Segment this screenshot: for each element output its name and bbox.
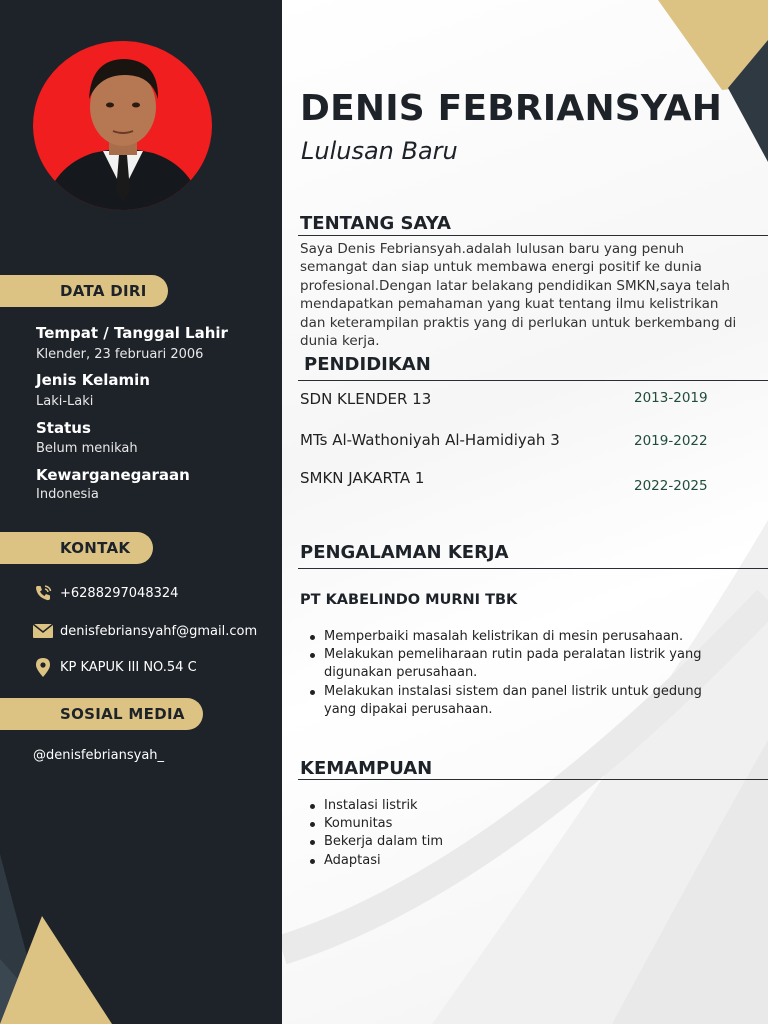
education-years: 2019-2022 [634,433,708,449]
sidebar [0,0,282,1024]
list-item: Memperbaiki masalah kelistrikan di mesin perusahaan. [324,628,724,646]
phone-number[interactable]: +6288297048324 [60,585,179,601]
list-item: Bekerja dalam tim [324,833,624,851]
education-heading: PENDIDIKAN [304,354,431,375]
education-years: 2013-2019 [634,390,708,406]
address-text: KP KAPUK III NO.54 C [60,659,197,675]
gender-label: Jenis Kelamin [36,371,150,389]
education-school: MTs Al-Wathoniyah Al-Hamidiyah 3 [300,431,560,449]
kontak-heading: KONTAK [0,532,153,564]
skills-list [324,797,624,870]
birth-value: Klender, 23 februari 2006 [36,347,204,362]
skills-heading: KEMAMPUAN [300,758,433,779]
experience-divider [298,568,768,569]
about-text: Saya Denis Febriansyah.adalah lulusan baru yang penuh semangat dan siap untuk membawa energi positif ke dunia profesional.Dengan latar belakang pendidikan SMKN,saya telah mendapatkan pemahaman yang kuat tentang ilmu kelistrikan dan keterampilan praktis yang di perlukan untuk berkembang di dunia kerja. [300,241,737,350]
data-diri-heading: DATA DIRI [0,275,168,307]
main-content [282,0,768,1024]
status-label: Status [36,419,91,437]
skills-divider [298,779,768,780]
company-name: PT KABELINDO MURNI TBK [300,592,518,608]
about-heading: TENTANG SAYA [300,213,451,234]
birth-label: Tempat / Tanggal Lahir [36,324,228,342]
education-school: SMKN JAKARTA 1 [300,469,425,487]
list-item: Melakukan instalasi sistem dan panel listrik untuk gedung yang dipakai perusahaan. [324,683,724,719]
email-address[interactable]: denisfebriansyahf@gmail.com [60,623,258,639]
address-row [33,658,197,676]
social-handle[interactable]: @denisfebriansyah_ [33,748,165,763]
nationality-value: Indonesia [36,487,99,502]
list-item: Instalasi listrik [324,797,624,815]
list-item: Melakukan pemeliharaan rutin pada peralatan listrik yang digunakan perusahaan. [324,646,724,682]
profile-photo [33,41,212,210]
profile-title: Lulusan Baru [301,137,458,165]
nationality-label: Kewarganegaraan [36,466,190,484]
experience-heading: PENGALAMAN KERJA [300,542,509,563]
list-item: Komunitas [324,815,624,833]
list-item: Adaptasi [324,852,624,870]
phone-row [33,584,178,602]
education-divider [298,380,768,381]
location-pin-icon [33,658,53,676]
status-value: Belum menikah [36,441,138,456]
gender-value: Laki-Laki [36,394,94,409]
education-school: SDN KLENDER 13 [300,390,432,408]
email-row [33,622,257,640]
experience-duties [324,628,724,719]
phone-icon [33,584,53,602]
profile-name: DENIS FEBRIANSYAH [300,88,723,129]
email-icon [33,622,53,640]
education-years: 2022-2025 [634,478,708,494]
sosial-media-heading: SOSIAL MEDIA [0,698,203,730]
social-row [33,748,164,763]
corner-decoration [0,854,282,1024]
about-divider [298,235,768,236]
